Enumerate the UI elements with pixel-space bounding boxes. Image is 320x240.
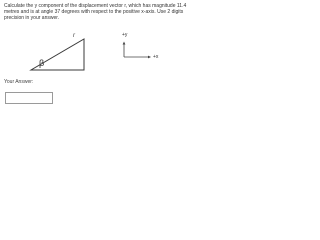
vector-r-label: r <box>73 33 75 39</box>
x-axis-arrowhead <box>148 56 151 59</box>
y-axis-label: +y <box>122 32 128 38</box>
question-panel <box>0 0 200 103</box>
angle-beta-label: β <box>39 58 45 68</box>
answer-input[interactable] <box>5 92 53 104</box>
y-axis-arrowhead <box>123 42 126 45</box>
x-axis-label: +x <box>153 54 159 60</box>
vector-diagram <box>0 0 200 103</box>
question-text: Calculate the y component of the displacement vector r, which has magnitude 11.4 metres and is at angle 37 degrees with respect to the positive x-axis. Use 2 digits precision in your answer. <box>4 3 187 22</box>
your-answer-label: Your Answer: <box>4 79 34 85</box>
